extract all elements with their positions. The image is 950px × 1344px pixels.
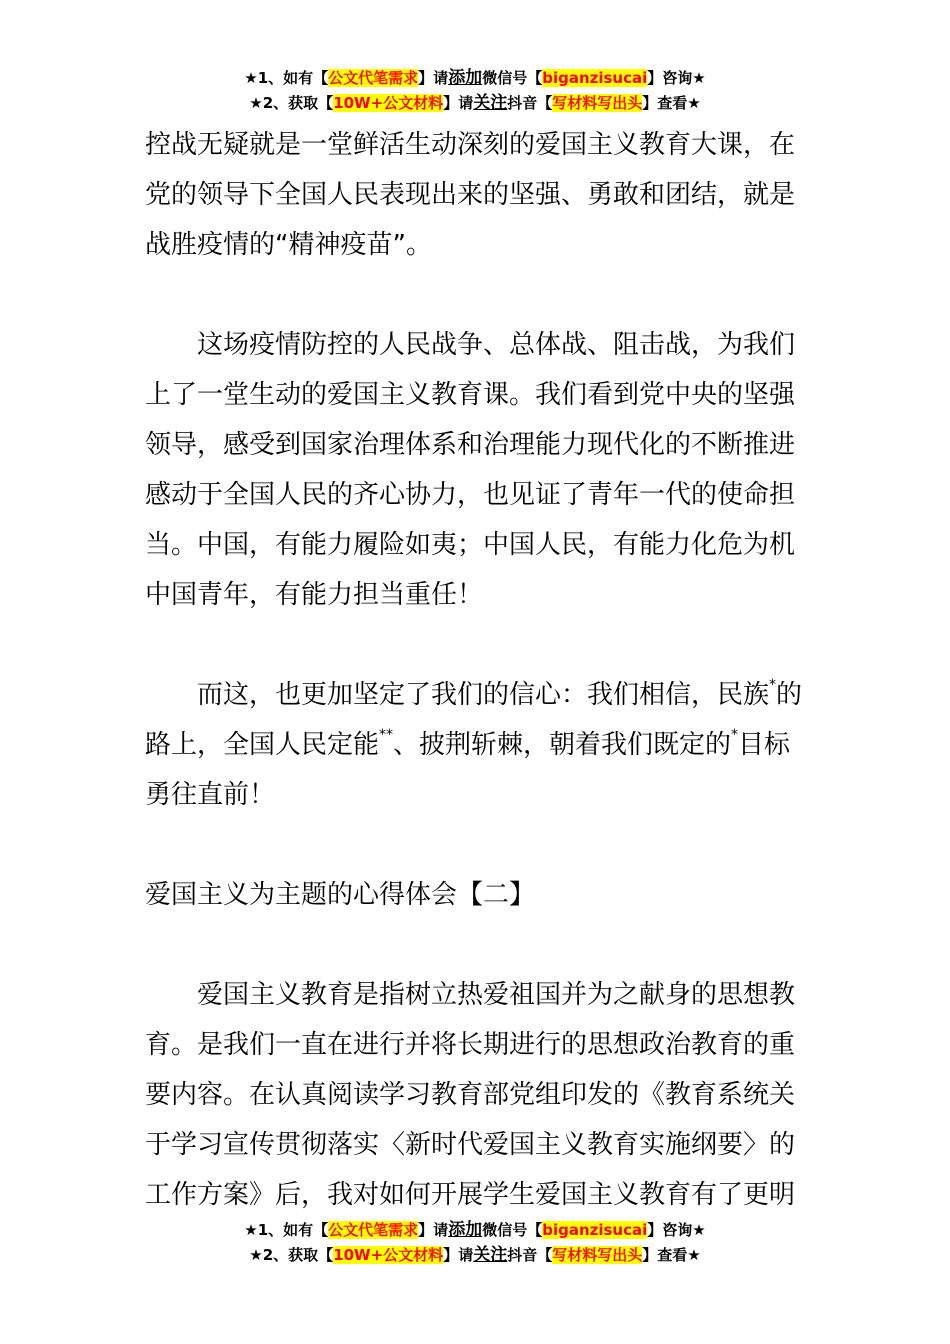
paragraph-2	[145, 320, 810, 620]
document-body	[145, 120, 810, 1220]
banner-text: ★2、获取【	[249, 1246, 334, 1264]
text-line: 感动于全国人民的齐心协力，也见证了青年一代的使命担	[145, 480, 796, 510]
paragraph-4	[145, 970, 810, 1220]
banner-line-1	[0, 66, 950, 91]
banner-text: 】请	[443, 1246, 474, 1264]
banner-highlight-materials: 10W+公文材料	[333, 94, 444, 112]
banner-highlight-materials: 10W+公文材料	[333, 1246, 444, 1264]
text-line: 当。中国，有能力履险如夷；中国人民，有能力化危为机	[145, 530, 796, 560]
redaction-mark: **	[379, 727, 394, 743]
banner-text: 】查看★	[642, 1246, 701, 1264]
paragraph-3	[145, 670, 810, 820]
banner-line-2	[0, 91, 950, 116]
banner-text: 】请	[418, 69, 449, 87]
banner-text: 抖音【	[507, 94, 553, 112]
bottom-banner	[0, 1218, 950, 1268]
text-line: 上了一堂生动的爱国主义教育课。我们看到党中央的坚强	[145, 380, 796, 410]
banner-add-text: 添加	[448, 1220, 483, 1240]
text-line: 要内容。在认真阅读学习教育部党组印发的《教育系统关	[145, 1080, 796, 1110]
banner-highlight-writing: 公文代笔需求	[328, 69, 419, 87]
section-heading: 爱国主义为主题的心得体会【二】	[145, 880, 536, 910]
text-line: 于学习宣传贯彻落实〈新时代爱国主义教育实施纲要〉的	[145, 1130, 796, 1160]
banner-text: 微信号【	[482, 69, 543, 87]
text-line: 领导，感受到国家治理体系和治理能力现代化的不断推进	[145, 430, 796, 460]
text-line: 这场疫情防控的人民战争、总体战、阻击战，为我们	[197, 330, 796, 360]
banner-text: 】咨询★	[647, 1221, 706, 1239]
text-line: 而这，也更加坚定了我们的信心：我们相信，民族*的	[197, 677, 803, 710]
banner-highlight-douyin: 写材料写出头	[552, 94, 643, 112]
text-line: 控战无疑就是一堂鲜活生动深刻的爱国主义教育大课，在	[145, 130, 796, 160]
paragraph-1	[145, 120, 810, 270]
banner-highlight-wechat: biganzisucai	[542, 1221, 648, 1239]
banner-text: 】请	[443, 94, 474, 112]
text-line: 勇往直前！	[145, 780, 276, 810]
text-line: 育。是我们一直在进行并将长期进行的思想政治教育的重	[145, 1030, 796, 1060]
text-line: 党的领导下全国人民表现出来的坚强、勇敢和团结，就是	[145, 180, 796, 210]
banner-highlight-douyin: 写材料写出头	[552, 1246, 643, 1264]
banner-add-text: 添加	[448, 68, 483, 88]
text-line: 战胜疫情的“精神疫苗”。	[145, 230, 432, 260]
top-banner	[0, 66, 950, 116]
banner-line-2	[0, 1243, 950, 1268]
banner-highlight-writing: 公文代笔需求	[328, 1221, 419, 1239]
banner-follow-text: 关注	[473, 93, 508, 113]
text-line: 路上，全国人民定能**、披荆斩棘，朝着我们既定的*目标	[145, 727, 791, 760]
redaction-mark: *	[769, 677, 777, 693]
text-line: 工作方案》后，我对如何开展学生爱国主义教育有了更明	[145, 1180, 796, 1210]
text-line: 爱国主义教育是指树立热爱祖国并为之献身的思想教	[197, 980, 796, 1010]
banner-text: ★1、如有【	[244, 69, 329, 87]
redaction-mark: *	[731, 727, 739, 743]
banner-text: 抖音【	[507, 1246, 553, 1264]
banner-line-1	[0, 1218, 950, 1243]
text-line: 中国青年，有能力担当重任！	[145, 580, 484, 610]
banner-text: ★2、获取【	[249, 94, 334, 112]
banner-text: ★1、如有【	[244, 1221, 329, 1239]
banner-text: 】请	[418, 1221, 449, 1239]
banner-highlight-wechat: biganzisucai	[542, 69, 648, 87]
banner-text: 】查看★	[642, 94, 701, 112]
banner-text: 】咨询★	[647, 69, 706, 87]
banner-text: 微信号【	[482, 1221, 543, 1239]
banner-follow-text: 关注	[473, 1245, 508, 1265]
